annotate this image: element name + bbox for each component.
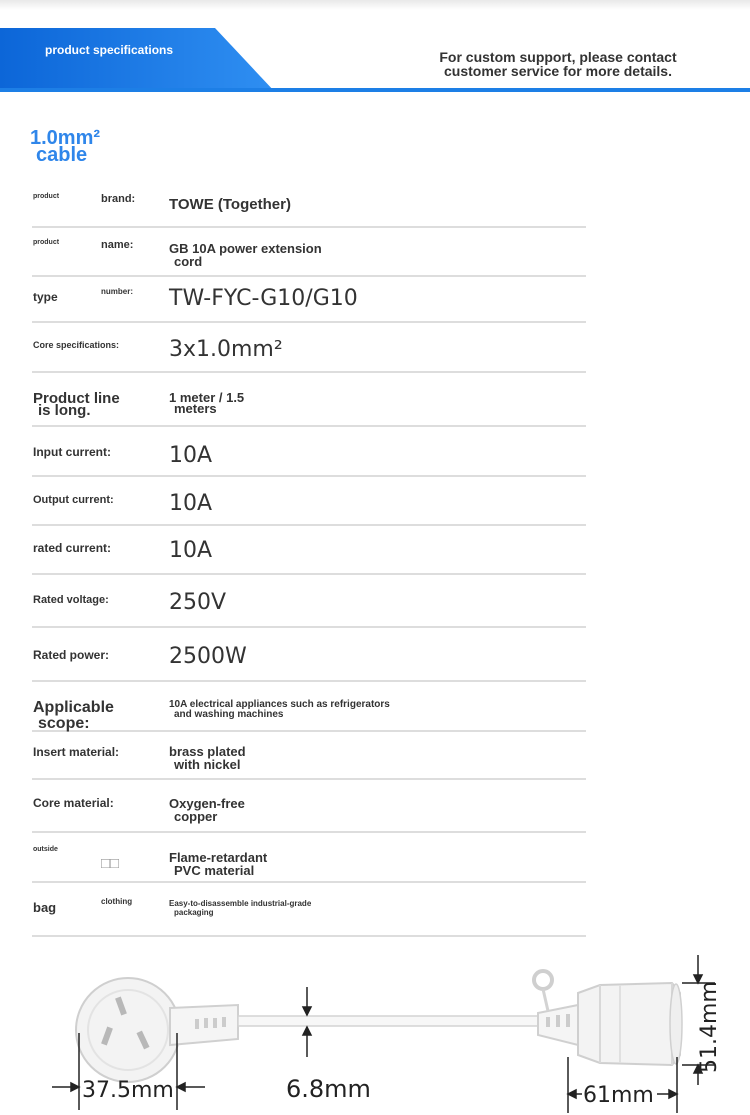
spec-value: 2500W <box>169 644 247 669</box>
spec-row-core-material <box>32 780 586 833</box>
spec-value-line1: GB 10A power extension <box>169 241 322 256</box>
section-tab <box>0 28 275 92</box>
spec-value: 10A <box>169 538 213 563</box>
spec-table <box>32 180 586 937</box>
spec-value-line1: Flame-retardant <box>169 850 268 865</box>
spec-value: 3x1.0mm² <box>169 337 283 362</box>
spec-value: 10A <box>169 491 213 516</box>
product-dimension-diagram <box>0 945 750 1115</box>
spec-value: 250V <box>169 590 227 615</box>
spec-value: 10A <box>169 443 213 468</box>
spec-label: outside <box>33 846 58 853</box>
spec-value-line2: cord <box>174 254 203 269</box>
spec-label: bag <box>33 900 57 915</box>
spec-label: Rated power: <box>33 648 110 662</box>
plug-width-label: 37.5mm <box>82 1078 174 1103</box>
spec-value-line1: Oxygen-free <box>169 796 245 811</box>
spec-value <box>169 851 267 877</box>
spec-label-line2: is long. <box>38 402 91 419</box>
cord-diameter-label: 6.8mm <box>286 1075 371 1103</box>
spec-row-rated-voltage <box>32 575 586 628</box>
socket-length-label: 61mm <box>583 1083 654 1108</box>
spec-row-scope <box>32 682 586 732</box>
spec-row-core-spec <box>32 323 586 373</box>
spec-label: product <box>33 239 60 246</box>
spec-row-output-current <box>32 477 586 526</box>
top-fade <box>0 0 750 10</box>
spec-label <box>33 390 120 419</box>
spec-row-outside <box>32 833 586 883</box>
spec-label: Output current: <box>33 494 114 506</box>
spec-value <box>169 745 246 771</box>
plug-body <box>76 978 238 1082</box>
spec-row-rated-power <box>32 628 586 682</box>
spec-row-model <box>32 277 586 323</box>
spec-label: type <box>33 290 58 304</box>
section-tab-label: product specifications <box>45 43 174 57</box>
spec-value-line2: and washing machines <box>174 709 284 720</box>
cable-title-line2: cable <box>36 144 88 166</box>
support-note-line1: For custom support, please contact <box>439 49 677 65</box>
support-note-line2: customer service for more details. <box>444 63 672 79</box>
spec-row-bag <box>32 883 586 937</box>
spec-label: Input current: <box>33 445 111 459</box>
spec-label: Core specifications: <box>33 340 120 350</box>
spec-value: TOWE (Together) <box>169 196 291 213</box>
spec-label: Rated voltage: <box>33 594 109 606</box>
spec-value-line2: copper <box>174 809 218 824</box>
spec-value-line1: 10A electrical appliances such as refrigerators <box>169 699 390 710</box>
header-banner <box>0 28 750 92</box>
spec-label-line1: Product line <box>33 390 120 407</box>
spec-value-line2: packaging <box>174 908 214 917</box>
spec-value <box>169 700 390 720</box>
spec-value-line2: PVC material <box>174 863 255 878</box>
socket-body <box>534 971 682 1065</box>
spec-label-line1: Applicable <box>33 699 114 716</box>
spec-label: brand: <box>101 193 136 205</box>
spec-row-name <box>32 228 586 277</box>
spec-value-line2: meters <box>174 401 217 416</box>
spec-value-line1: brass plated <box>169 744 246 759</box>
spec-value <box>169 392 244 414</box>
cable-title-line1: 1.0mm² <box>30 127 101 149</box>
socket-diameter-label: 51.4mm <box>697 981 722 1073</box>
spec-value <box>169 242 322 268</box>
support-note <box>393 50 723 78</box>
spec-value: TW-FYC-G10/G10 <box>169 286 358 311</box>
spec-row-input-current <box>32 427 586 477</box>
spec-label <box>33 700 114 732</box>
spec-value <box>169 797 245 823</box>
spec-value-line2: with nickel <box>174 757 241 772</box>
spec-label: product <box>33 193 60 200</box>
spec-label: □□ <box>101 855 120 872</box>
spec-label: Core material: <box>33 796 114 810</box>
spec-row-line-length <box>32 373 586 427</box>
spec-label: name: <box>101 239 134 251</box>
spec-label: Insert material: <box>33 745 120 759</box>
spec-value-line1: Easy-to-disassemble industrial-grade <box>169 899 312 908</box>
cord <box>238 1016 538 1026</box>
spec-value <box>169 899 311 917</box>
header-divider <box>0 88 750 92</box>
spec-label: clothing <box>101 897 133 906</box>
spec-row-rated-current <box>32 526 586 575</box>
spec-row-insert-material <box>32 732 586 780</box>
spec-label-line2: scope: <box>38 715 90 732</box>
spec-row-brand <box>32 180 586 228</box>
cable-spec-title <box>30 127 150 166</box>
spec-value-line1: 1 meter / 1.5 <box>169 390 245 405</box>
spec-label: number: <box>101 287 133 296</box>
spec-label: rated current: <box>33 541 112 555</box>
